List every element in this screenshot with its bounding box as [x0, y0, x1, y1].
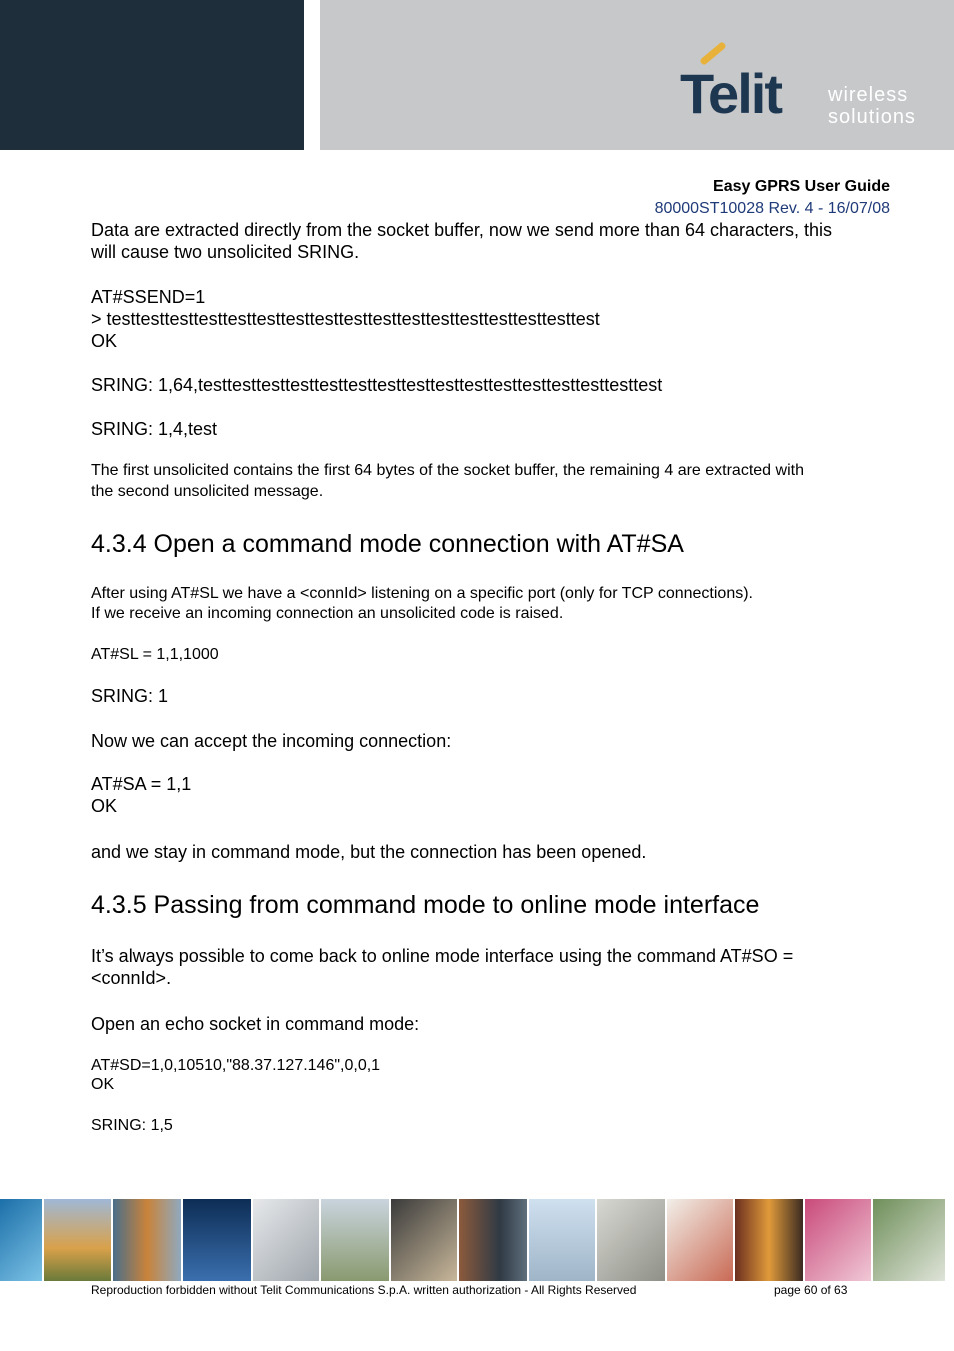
- paragraph-line: After using AT#SL we have a <connId> listening on a specific port (only for TCP connections).: [91, 585, 753, 602]
- strip-image: [113, 1199, 181, 1281]
- command-line: AT#SSEND=1: [91, 287, 206, 307]
- command-line: > testtesttesttesttesttesttesttesttesttesttesttesttesttesttesttesttest: [91, 309, 600, 329]
- strip-image: [667, 1199, 733, 1281]
- document-title: Easy GPRS User Guide: [713, 178, 890, 195]
- command-line: SRING: 1,4,test: [91, 419, 218, 439]
- strip-image: [735, 1199, 803, 1281]
- strip-image: [873, 1199, 945, 1281]
- logo-wordmark: Telit: [680, 62, 781, 125]
- command-line: AT#SL = 1,1,1000: [91, 646, 219, 663]
- command-line: OK: [91, 331, 118, 351]
- paragraph-line: It’s always possible to come back to online mode interface using the command AT#SO =: [91, 946, 794, 966]
- paragraph-line: <connId>.: [91, 968, 172, 988]
- paragraph-line: If we receive an incoming connection an unsolicited code is raised.: [91, 605, 564, 622]
- page-number: page 60 of 63: [774, 1283, 848, 1297]
- command-line: SRING: 1,5: [91, 1117, 173, 1134]
- logo-tagline-2: solutions: [828, 106, 916, 128]
- strip-image: [529, 1199, 595, 1281]
- section-heading: 4.3.5 Passing from command mode to online mode interface: [91, 891, 760, 919]
- footer-image-strip: [0, 1199, 954, 1281]
- paragraph-line: will cause two unsolicited SRING.: [91, 242, 360, 262]
- paragraph-line: Now we can accept the incoming connection:: [91, 731, 452, 751]
- strip-image: [805, 1199, 871, 1281]
- telit-logo: [676, 48, 936, 132]
- paragraph-line: The first unsolicited contains the first 64 bytes of the socket buffer, the remaining 4 are extracted with: [91, 462, 804, 479]
- strip-image: [597, 1199, 665, 1281]
- strip-image: [183, 1199, 251, 1281]
- strip-image: [0, 1199, 42, 1281]
- command-line: OK: [91, 1076, 115, 1093]
- strip-image: [321, 1199, 389, 1281]
- strip-image: [459, 1199, 527, 1281]
- strip-image: [253, 1199, 319, 1281]
- document-revision: 80000ST10028 Rev. 4 - 16/07/08: [654, 200, 890, 217]
- paragraph-line: Data are extracted directly from the socket buffer, now we send more than 64 characters, this: [91, 220, 833, 240]
- paragraph-line: the second unsolicited message.: [91, 483, 324, 500]
- section-heading: 4.3.4 Open a command mode connection with AT#SA: [91, 530, 684, 558]
- command-line: OK: [91, 796, 118, 816]
- logo-tagline: [828, 84, 916, 128]
- strip-image: [391, 1199, 457, 1281]
- paragraph-line: and we stay in command mode, but the connection has been opened.: [91, 842, 647, 862]
- command-line: AT#SA = 1,1: [91, 774, 192, 794]
- command-line: AT#SD=1,0,10510,"88.37.127.146",0,0,1: [91, 1057, 381, 1074]
- strip-image: [44, 1199, 111, 1281]
- command-line: SRING: 1,64,testtesttesttesttesttesttesttesttesttesttesttesttesttesttesttest: [91, 375, 663, 395]
- command-line: SRING: 1: [91, 686, 169, 706]
- logo-tagline-1: wireless: [828, 84, 909, 106]
- paragraph-line: Open an echo socket in command mode:: [91, 1014, 420, 1034]
- header-dark-panel: [0, 0, 304, 150]
- footer-notice: Reproduction forbidden without Telit Communications S.p.A. written authorization - All Rights Reserved: [91, 1283, 637, 1297]
